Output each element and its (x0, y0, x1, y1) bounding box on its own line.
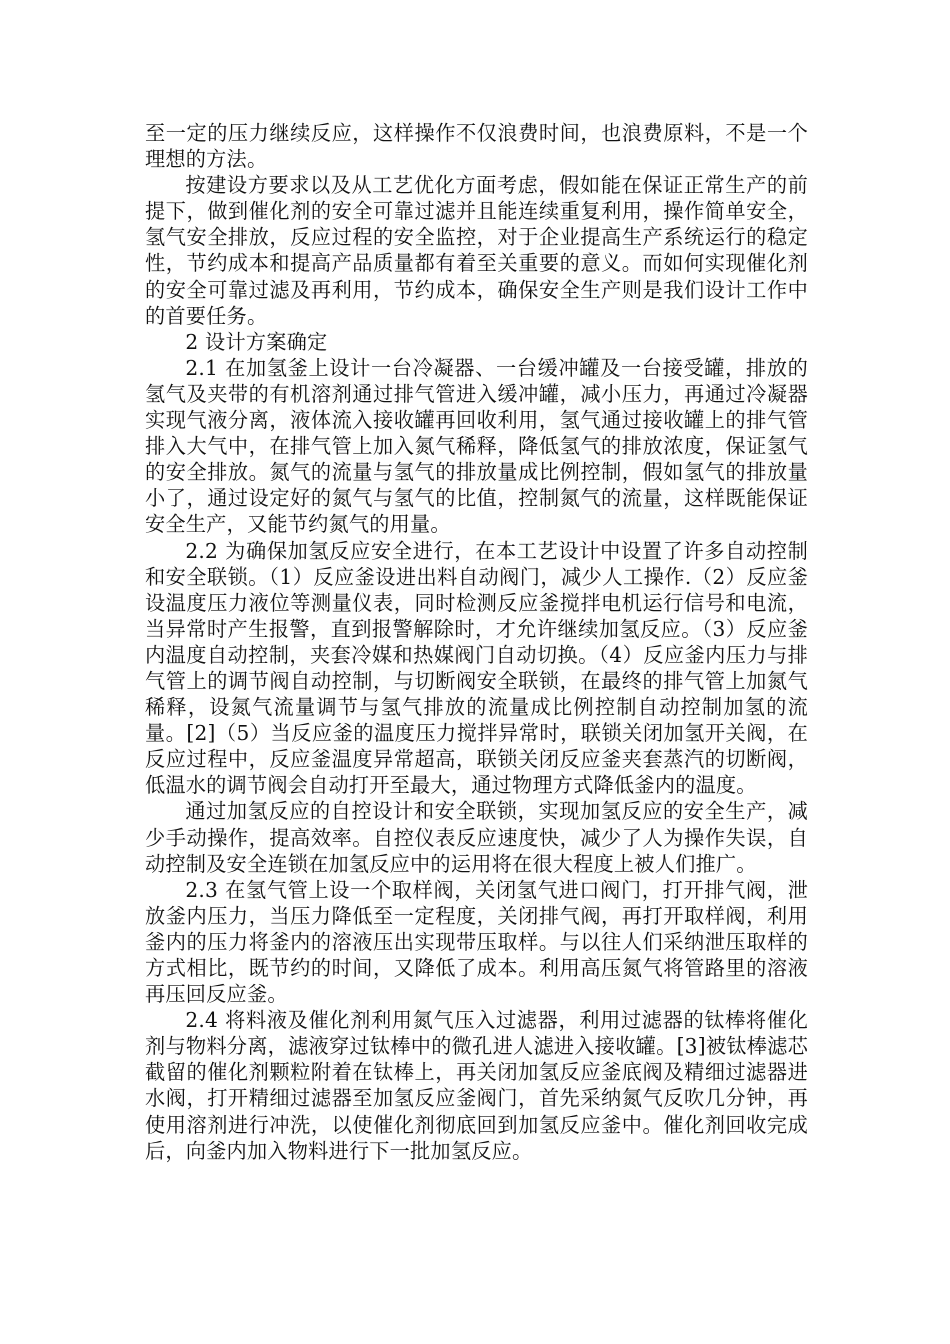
body-text (145, 120, 808, 1164)
paragraph-automation-summary: 通过加氢反应的自控设计和安全联锁，实现加氢反应的安全生产，减少手动操作，提高效率。自控仪表反应速度快，减少了人为操作失误，自动控制及安全连锁在加氢反应中的运用将在很大程度上被人们推广。 (145, 799, 808, 876)
paragraph-2-3: 2.3 在氢气管上设一个取样阀，关闭氢气进口阀门，打开排气阀，泄放釜内压力，当压力降低至一定程度，关闭排气阀，再打开取样阀，利用釜内的压力将釜内的溶液压出实现带压取样。与以往人们采纳泄压取样的方式相比，既节约的时间，又降低了成本。利用高压氮气将管路里的溶液再压回反应釜。 (145, 877, 808, 1007)
section-heading-design-plan: 2 设计方案确定 (185, 329, 328, 354)
paragraph-2-4: 2.4 将料液及催化剂利用氮气压入过滤器，利用过滤器的钛棒将催化剂与物料分离，滤液穿过钛棒中的微孔进人滤进入接收罐。[3]被钛棒滤芯截留的催化剂颗粒附着在钛棒上，再关闭加氢反应釜底阀及精细过滤器进水阀，打开精细过滤器至加氢反应釜阀门，首先采纳氮气反吹几分钟，再使用溶剂进行冲洗，以使催化剂彻底回到加氢反应釜中。催化剂回收完成后，向釜内加入物料进行下一批加氢反应。 (145, 1008, 808, 1163)
paragraph-design-requirements: 按建设方要求以及从工艺优化方面考虑，假如能在保证正常生产的前提下，做到催化剂的安全可靠过滤并且能连续重复利用，操作简单安全，氢气安全排放，反应过程的安全监控，对于企业提高生产系统运行的稳定性，节约成本和提高产品质量都有着至关重要的意义。而如何实现催化剂的安全可靠过滤及再利用，节约成本，确保安全生产则是我们设计工作中的首要任务。 (145, 173, 808, 328)
paragraph-2-2: 2.2 为确保加氢反应安全进行，在本工艺设计中设置了许多自动控制和安全联锁。（1）反应釜设进出料自动阀门，减少人工操作.（2）反应釜设温度压力液位等测量仪表，同时检测反应釜搅拌电机运行信号和电流，当异常时产生报警，直到报警解除时，才允许继续加氢反应。（3）反应釜内温度自动控制，夹套冷媒和热媒阀门自动切换。（4）反应釜内压力与排气管上的调节阀自动控制，与切断阀安全联锁，在最终的排气管上加氮气稀释，设氮气流量调节与氢气排放的流量成比例控制自动控制加氢的流量。[2]（5）当反应釜的温度压力搅拌异常时，联锁关闭加氢开关阀，在反应过程中，反应釜温度异常超高，联锁关闭反应釜夹套蒸汽的切断阀，低温水的调节阀会自动打开至最大，通过物理方式降低釜内的温度。 (145, 538, 808, 798)
paragraph-2-1: 2.1 在加氢釜上设计一台冷凝器、一台缓冲罐及一台接受罐，排放的氢气及夹带的有机溶剂通过排气管进入缓冲罐，减小压力，再通过冷凝器实现气液分离，液体流入接收罐再回收利用，氢气通过接收罐上的排气管排入大气中，在排气管上加入氮气稀释，降低氢气的排放浓度，保证氢气的安全排放。氮气的流量与氢气的排放量成比例控制，假如氢气的排放量小了，通过设定好的氮气与氢气的比值，控制氮气的流量，这样既能保证安全生产，又能节约氮气的用量。 (145, 355, 808, 537)
paragraph-continuation: 至一定的压力继续反应，这样操作不仅浪费时间，也浪费原料，不是一个理想的方法。 (145, 121, 808, 172)
